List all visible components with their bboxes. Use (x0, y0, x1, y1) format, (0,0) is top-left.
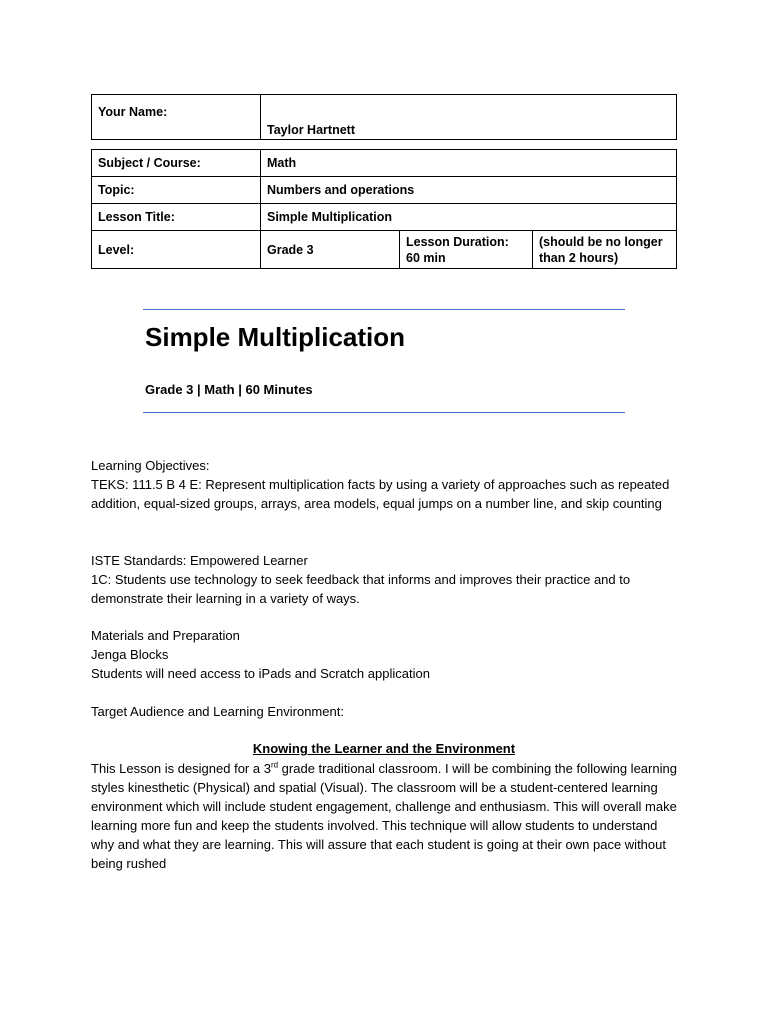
subject-label: Subject / Course: (92, 150, 261, 177)
learning-objectives-section (91, 456, 681, 513)
iste-text: 1C: Students use technology to seek feedback that informs and improves their practice and to demonstrate their learning in a variety of ways. (91, 572, 631, 606)
duration-note: (should be no longer than 2 hours) (533, 231, 677, 269)
header-bottom-rule (143, 412, 625, 413)
subject-value: Math (261, 150, 677, 177)
topic-value: Numbers and operations (261, 177, 677, 204)
materials-item: Students will need access to iPads and Scratch application (91, 666, 430, 681)
knowing-learner-text (91, 759, 681, 873)
teks-text: TEKS: 111.5 B 4 E: Represent multiplication facts by using a variety of approaches such as repeated addition, equal-sized groups, arrays, area models, equal jumps on a number line, and skip counting (91, 477, 670, 511)
knowing-learner-paragraph (91, 759, 681, 873)
iste-section (91, 551, 681, 608)
level-value: Grade 3 (261, 231, 400, 269)
name-table (91, 94, 677, 140)
text-before-sup: This Lesson is designed for a 3 (91, 761, 271, 776)
name-label: Your Name: (92, 95, 261, 140)
lesson-duration: Lesson Duration: 60 min (400, 231, 533, 269)
topic-row (92, 177, 677, 204)
header-top-rule (143, 309, 625, 310)
audience-section (91, 702, 681, 721)
page-title: Simple Multiplication (145, 322, 406, 352)
knowing-learner-heading: Knowing the Learner and the Environment (252, 741, 516, 756)
name-value: Taylor Hartnett (261, 95, 677, 140)
lesson-title-label: Lesson Title: (92, 204, 261, 231)
name-row (92, 95, 677, 140)
lesson-title-row (92, 204, 677, 231)
subject-row (92, 150, 677, 177)
materials-section (91, 626, 681, 683)
materials-item: Jenga Blocks (91, 647, 169, 662)
lesson-title-value: Simple Multiplication (261, 204, 677, 231)
page-subtitle: Grade 3 | Math | 60 Minutes (145, 382, 313, 397)
lesson-info-table (91, 149, 677, 269)
audience-heading: Target Audience and Learning Environment: (91, 704, 344, 719)
materials-heading: Materials and Preparation (91, 628, 240, 643)
level-row (92, 231, 677, 269)
text-after-sup: grade traditional classroom. I will be combining the following learning styles kinesthetic (Physical) and spatial (Visual). The classroom will be a student-centered learning environment which will include student engagement, challenge and enthusiasm. This will overall make learning more fun and keep the students involved. This technique will allow students to understand why and what they are learning. This will assure that each student is going at their own pace without being rushed (91, 761, 677, 871)
ordinal-suffix: rd (270, 760, 279, 770)
iste-heading: ISTE Standards: Empowered Learner (91, 553, 308, 568)
learning-objectives-heading: Learning Objectives: (91, 458, 210, 473)
topic-label: Topic: (92, 177, 261, 204)
level-label: Level: (92, 231, 261, 269)
